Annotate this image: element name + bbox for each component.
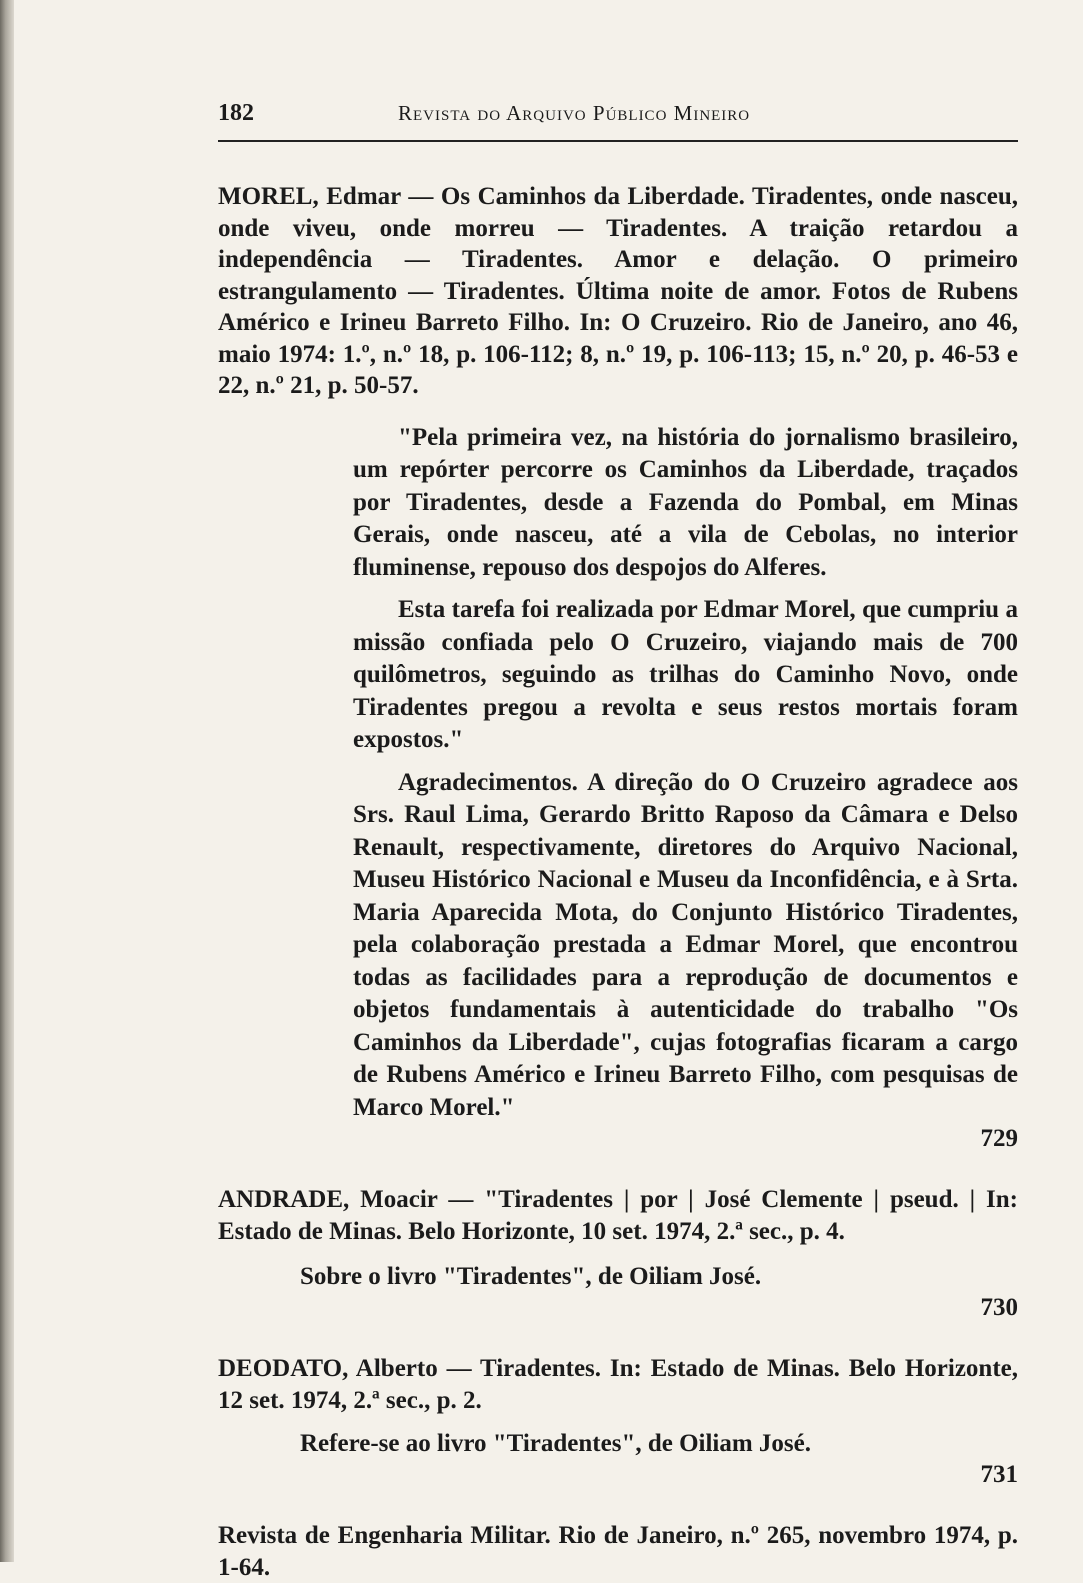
entry-number: 731 <box>980 1461 1018 1488</box>
entry-citation: Revista de Engenharia Militar. Rio de Janeiro, n.º 265, novembro 1974, p. 1-64. <box>218 1522 1018 1581</box>
entry-author: MOREL, Edmar <box>218 183 401 210</box>
entry-author: DEODATO, Alberto <box>218 1355 438 1382</box>
document-page <box>218 100 1018 1583</box>
bibliography-entry <box>218 1520 1018 1583</box>
entry-citation: — Tiradentes. In: Estado de Minas. Belo Horizonte, 12 set. 1974, 2.ª sec., p. 2. <box>218 1355 1018 1414</box>
entry-citation: — "Tiradentes | por | José Clemente | pseud. | In: Estado de Minas. Belo Horizonte, 10 set. 1974, 2.ª sec., p. 4. <box>218 1186 1018 1245</box>
abstract-paragraph: Esta tarefa foi realizada por Edmar Morel, que cumpriu a missão confiada pelo O Cruzeiro, viajando mais de 700 quilômetros, seguindo as trilhas do Caminho Novo, onde Tiradentes pregou a revolta e seus restos mortais foram expostos." <box>353 596 1018 753</box>
entry-note: Refere-se ao livro "Tiradentes", de Oiliam José. <box>300 1430 812 1457</box>
bibliography-entry <box>218 181 1018 402</box>
journal-title: Revista do Arquivo Público Mineiro <box>398 101 751 125</box>
entry-citation: — Os Caminhos da Liberdade. Tiradentes, onde nasceu, onde viveu, onde morreu — Tiradentes. A traição retardou a independência — Tiradentes. Amor e delação. O primeiro estrangulamento — Tiradentes. Última noite de amor. Fotos de Rubens Américo e Irineu Barreto Filho. In: O Cruzeiro. Rio de Janeiro, ano 46, maio 1974: 1.º, n.º 18, p. 106-112; 8, n.º 19, p. 106-113; 15, n.º 20, p. 46-53 e 22, n.º 21, p. 50-57. <box>218 183 1019 399</box>
entry-number: 729 <box>980 1125 1018 1152</box>
page-number: 182 <box>218 100 254 126</box>
entry-abstract <box>353 422 1018 1125</box>
page-binding-edge <box>0 0 14 1562</box>
running-head <box>218 100 1018 142</box>
entry-number: 730 <box>980 1294 1018 1321</box>
bibliography-entry <box>218 1184 1018 1247</box>
bibliography-entry <box>218 1353 1018 1416</box>
entry-note: Sobre o livro "Tiradentes", de Oiliam José. <box>300 1263 762 1290</box>
abstract-paragraph: Agradecimentos. A direção do O Cruzeiro agradece aos Srs. Raul Lima, Gerardo Britto Raposo da Câmara e Delso Renault, respectivamente, diretores do Arquivo Nacional, Museu Histórico Nacional e Museu da Inconfidência, e à Srta. Maria Aparecida Mota, do Conjunto Histórico Tiradentes, pela colaboração prestada a Edmar Morel, que encontrou todas as facilidades para a reprodução de documentos e objetos fundamentais à autenticidade do trabalho "Os Caminhos da Liberdade", cujas fotografias ficaram a cargo de Rubens Américo e Irineu Barreto Filho, com pesquisas de Marco Morel." <box>353 768 1018 1121</box>
abstract-paragraph: "Pela primeira vez, na história do jornalismo brasileiro, um repórter percorre os Caminhos da Liberdade, traçados por Tiradentes, desde a Fazenda do Pombal, em Minas Gerais, onde nasceu, até a vila de Cebolas, no interior fluminense, repouso dos despojos do Alferes. <box>353 423 1018 581</box>
entry-author: ANDRADE, Moacir <box>218 1186 438 1213</box>
